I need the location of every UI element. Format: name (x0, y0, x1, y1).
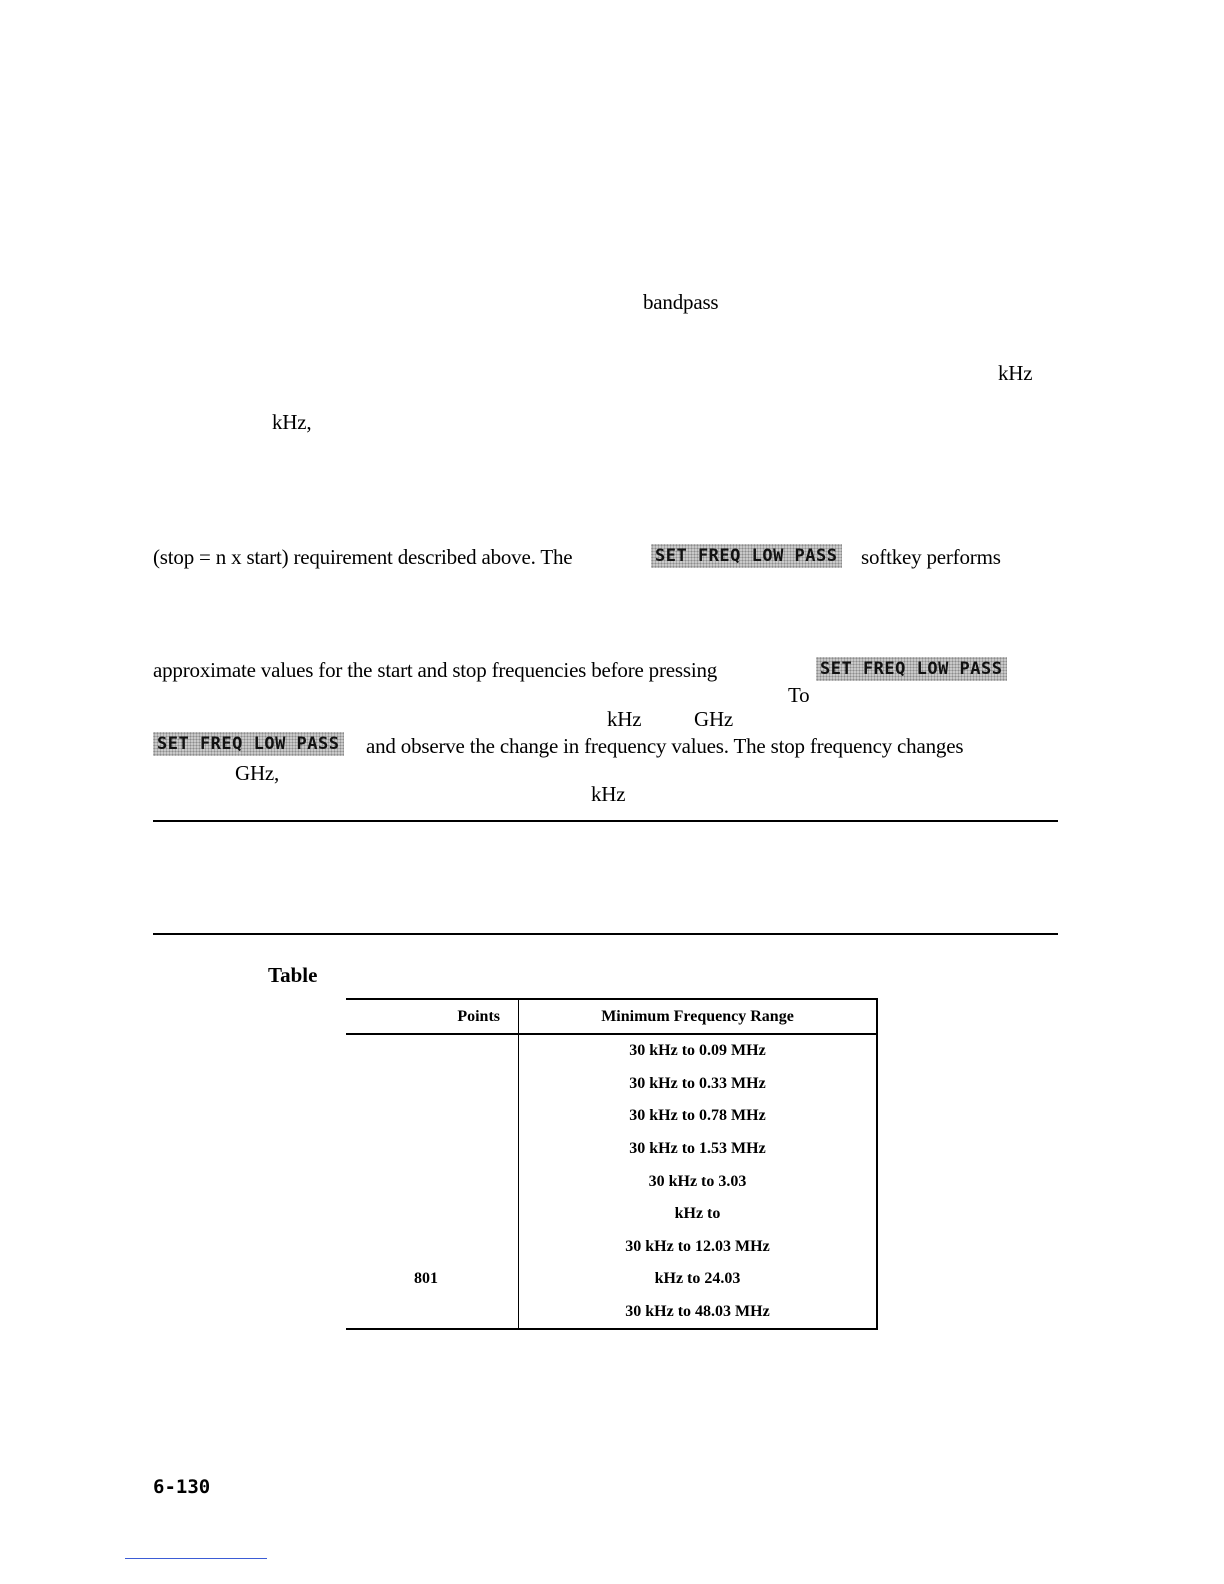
cell-range: 30 kHz to 48.03 MHz (519, 1296, 878, 1330)
table-header-row (346, 999, 877, 1034)
cell-points (346, 1068, 519, 1101)
table-row (346, 1198, 877, 1231)
cell-range: 30 kHz to 1.53 MHz (519, 1133, 878, 1166)
cell-points (346, 1034, 519, 1068)
table-row (346, 1068, 877, 1101)
text-khz: kHz (591, 782, 626, 806)
cell-points (346, 1231, 519, 1264)
cell-range: 30 kHz to 3.03 (519, 1165, 878, 1198)
cell-range: 30 kHz to 12.03 MHz (519, 1231, 878, 1264)
cell-points: 801 (346, 1263, 519, 1296)
cell-points (346, 1296, 519, 1330)
table-row (346, 1296, 877, 1330)
text-to: To (788, 683, 810, 707)
cell-range: 30 kHz to 0.33 MHz (519, 1068, 878, 1101)
table-row (346, 1263, 877, 1296)
text-ghz: GHz (694, 707, 734, 731)
cell-range: 30 kHz to 0.78 MHz (519, 1100, 878, 1133)
cell-range: kHz to 24.03 (519, 1263, 878, 1296)
text-bandpass: bandpass (643, 290, 719, 314)
cell-points (346, 1198, 519, 1231)
horizontal-rule (153, 933, 1058, 935)
text-ghz: GHz, (235, 761, 280, 785)
body-line-observe-change: and observe the change in frequency values. The stop frequency changes (366, 734, 964, 758)
softkey-set-freq-low-pass[interactable]: SET FREQ LOW PASS (816, 657, 1007, 681)
text-khz: kHz (607, 707, 642, 731)
body-line-stop-n-start: (stop = n x start) requirement described above. The (153, 545, 573, 569)
table-row (346, 1231, 877, 1264)
text-khz: kHz, (272, 410, 312, 434)
table-row (346, 1133, 877, 1166)
body-line-softkey-performs: softkey performs (861, 545, 1001, 569)
cell-points (346, 1165, 519, 1198)
page-number: 6-130 (153, 1476, 211, 1498)
softkey-set-freq-low-pass[interactable]: SET FREQ LOW PASS (651, 544, 842, 568)
horizontal-rule (153, 820, 1058, 822)
table-row (346, 1034, 877, 1068)
cell-points (346, 1133, 519, 1166)
table-row (346, 1100, 877, 1133)
column-header-points: Points (346, 999, 519, 1034)
frequency-range-table (346, 998, 878, 1330)
table-caption: Table (268, 963, 318, 987)
column-header-min-frequency-range: Minimum Frequency Range (519, 999, 878, 1034)
cell-range: kHz to (519, 1198, 878, 1231)
text-khz: kHz (998, 361, 1033, 385)
softkey-set-freq-low-pass[interactable]: SET FREQ LOW PASS (153, 732, 344, 756)
cell-points (346, 1100, 519, 1133)
link-underline[interactable] (125, 1558, 267, 1559)
table-row (346, 1165, 877, 1198)
body-line-approximate-values: approximate values for the start and stop frequencies before pressing (153, 658, 718, 682)
cell-range: 30 kHz to 0.09 MHz (519, 1034, 878, 1068)
